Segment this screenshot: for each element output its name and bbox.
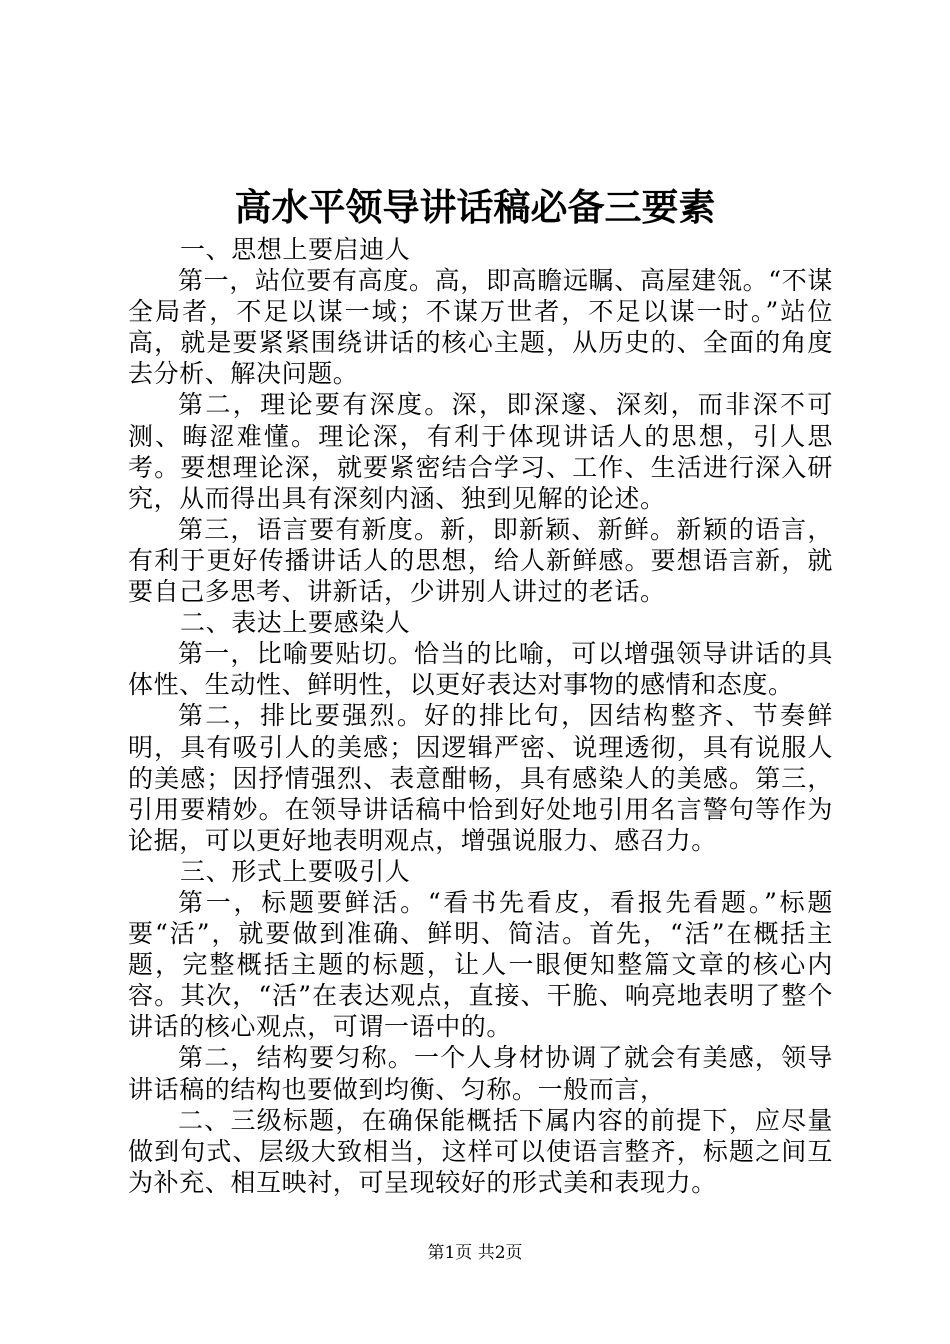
section-heading: 二、表达上要感染人 xyxy=(180,608,411,638)
paragraph: 第一，比喻要贴切。恰当的比喻，可以增强领导讲话的具体性、生动性、鲜明性，以更好表达对事物的感情和态度。 xyxy=(128,639,833,700)
document-body xyxy=(128,234,833,1198)
paragraph: 第一，标题要鲜活。“看书先看皮，看报先看题。”标题要“活”，就要做到准确、鲜明、简洁。首先，“活”在概括主题，完整概括主题的标题，让人一眼便知整篇文章的核心内容。其次，“活”在表达观点，直接、干脆、响亮地表明了整个讲话的核心观点，可谓一语中的。 xyxy=(128,887,833,1042)
section-heading: 一、思想上要启迪人 xyxy=(180,235,411,264)
paragraph: 第一，站位要有高度。高，即高瞻远瞩、高屋建瓴。“不谋全局者，不足以谋一域；不谋万世者，不足以谋一时。”站位高，就是要紧紧围绕讲话的核心主题，从历史的、全面的角度去分析、解决问题。 xyxy=(128,266,833,389)
paragraph: 第二，理论要有深度。深，即深邃、深刻，而非深不可测、晦涩难懂。理论深，有利于体现讲话人的思想，引人思考。要想理论深，就要紧密结合学习、工作、生活进行深入研究，从而得出具有深刻内涵、独到见解的论述。 xyxy=(128,390,833,513)
page-number-footer: 第1页 共2页 xyxy=(427,1243,523,1263)
paragraph: 二、三级标题，在确保能概括下属内容的前提下，应尽量做到句式、层级大致相当，这样可以使语言整齐，标题之间互为补充、相互映衬，可呈现较好的形式美和表现力。 xyxy=(128,1105,833,1197)
paragraph: 第二，排比要强烈。好的排比句，因结构整齐、节奏鲜明，具有吸引人的美感；因逻辑严密、说理透彻，具有说服人的美感；因抒情强烈、表意酣畅，具有感染人的美感。第三，引用要精妙。在领导讲话稿中恰到好处地引用名言警句等作为论据，可以更好地表明观点，增强说服力、感召力。 xyxy=(128,701,833,855)
paragraph: 第三，语言要有新度。新，即新颖、新鲜。新颖的语言，有利于更好传播讲话人的思想，给人新鲜感。要想语言新，就要自己多思考、讲新话，少讲别人讲过的老话。 xyxy=(128,514,833,607)
section-heading: 三、形式上要吸引人 xyxy=(180,856,411,886)
document-title: 高水平领导讲话稿必备三要素 xyxy=(234,185,716,229)
paragraph: 第二，结构要匀称。一个人身材协调了就会有美感，领导讲话稿的结构也要做到均衡、匀称。一般而言， xyxy=(128,1043,833,1104)
